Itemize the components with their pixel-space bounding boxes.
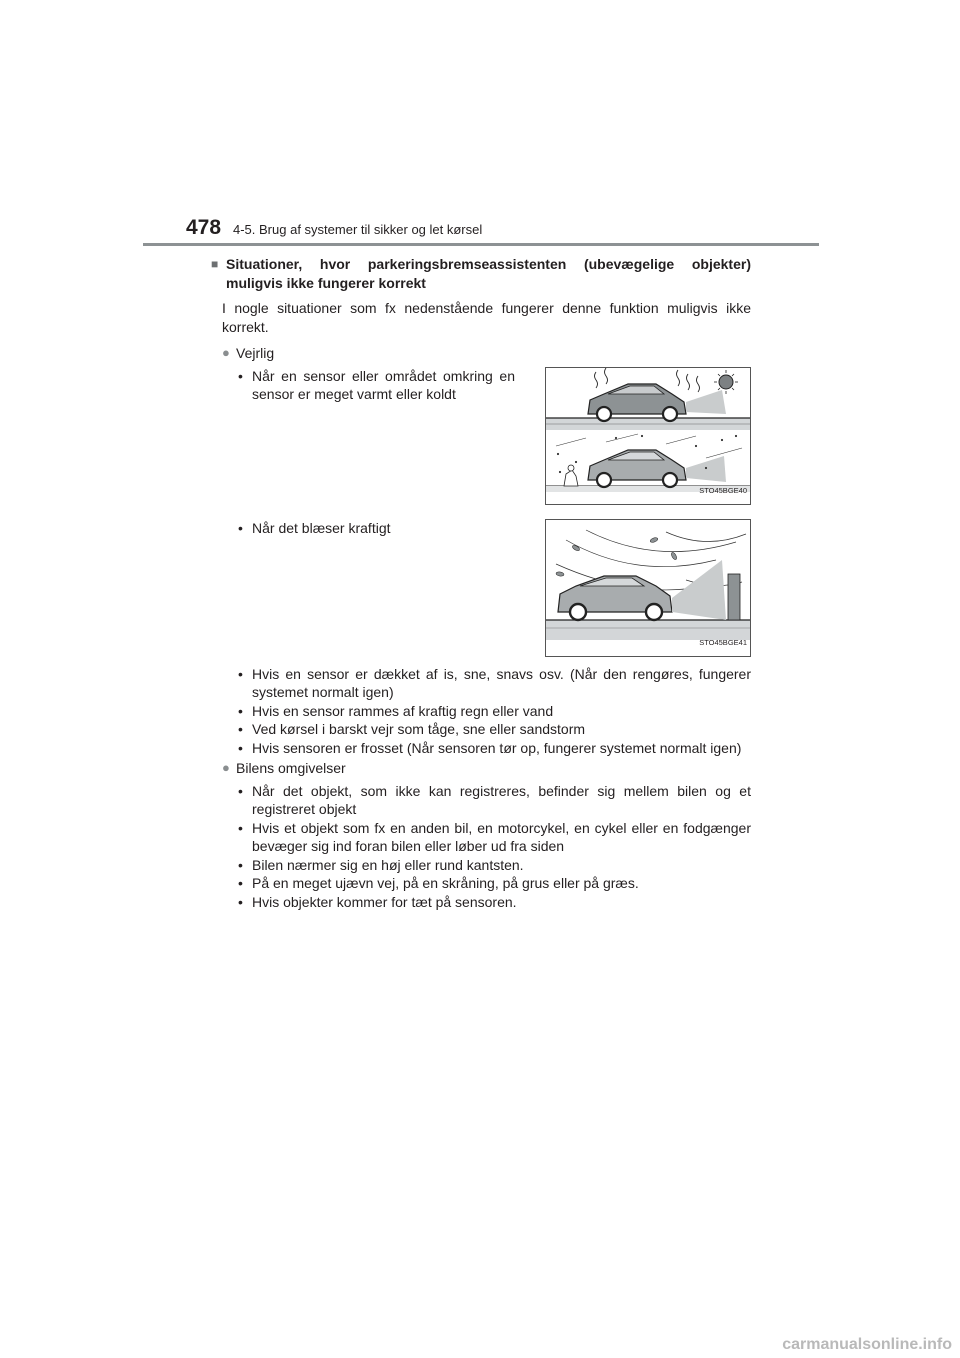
hot-cold-row [238, 367, 751, 505]
list-item: • Når det objekt, som ikke kan registreres, befinder sig mellem bilen og et registreret objekt [238, 782, 751, 817]
page-number: 478 [186, 216, 222, 239]
weather-subheading [222, 344, 751, 363]
wind-figure-code: STO45BGE41 [699, 638, 747, 647]
circle-bullet-icon: ● [222, 760, 230, 775]
intro-paragraph: I nogle situationer som fx nedenstående fungerer denne funktion muligvis ikke korrekt. [222, 300, 751, 335]
hot-cold-figure [545, 367, 751, 505]
list-item: • Når det blæser kraftigt [238, 519, 515, 657]
list-item: • På en meget ujævn vej, på en skråning, på grus eller på græs. [238, 875, 639, 891]
page-content [211, 255, 751, 911]
section-title: 4-5. Brug af systemer til sikker og let kørsel [233, 222, 483, 237]
hot-cold-text: Når en sensor eller området omkring en sensor er meget varmt eller koldt [252, 367, 515, 402]
list-item: • Hvis en sensor er dækket af is, sne, snavs osv. (Når den rengøres, fungerer systemet normalt igen) [238, 665, 751, 700]
surroundings-list [238, 782, 751, 912]
list-item: • Hvis objekter kommer for tæt på sensoren. [238, 893, 517, 910]
list-item: • Hvis en sensor rammes af kraftig regn eller vand [238, 702, 554, 719]
list-item: • Ved kørsel i barskt vejr som tåge, sne eller sandstorm [238, 721, 586, 737]
weather-title: Vejrlig [236, 345, 275, 361]
weather-list [238, 665, 751, 758]
surroundings-subheading [222, 759, 751, 778]
circle-bullet-icon: ● [222, 345, 230, 360]
surroundings-title: Bilens omgivelser [236, 760, 346, 776]
list-item: • Bilen nærmer sig en høj eller rund kantsten. [238, 856, 524, 873]
list-item: • Når en sensor eller området omkring en sensor er meget varmt eller koldt [238, 367, 515, 505]
list-item: • Hvis sensoren er frosset (Når sensoren tør op, fungerer systemet normalt igen) [238, 739, 742, 756]
header-rule [143, 243, 819, 246]
weather-figure-items [238, 367, 751, 758]
heading [211, 255, 751, 292]
hot-cold-figure-code: STO45BGE40 [699, 486, 747, 495]
heading-text: Situationer, hvor parkeringsbremseassistenten (ubevægelige objekter) muligvis ikke fungerer korrekt [226, 256, 751, 291]
wind-row [238, 519, 751, 657]
watermark: carmanualsonline.info [782, 1336, 952, 1353]
wind-text: Når det blæser kraftigt [252, 519, 391, 536]
wind-figure [545, 519, 751, 657]
list-item: • Hvis et objekt som fx en anden bil, en motorcykel, en cykel eller en fodgænger bevæger sig ind foran bilen eller løber ud fra siden [238, 819, 751, 854]
square-bullet-icon: ■ [211, 257, 219, 271]
